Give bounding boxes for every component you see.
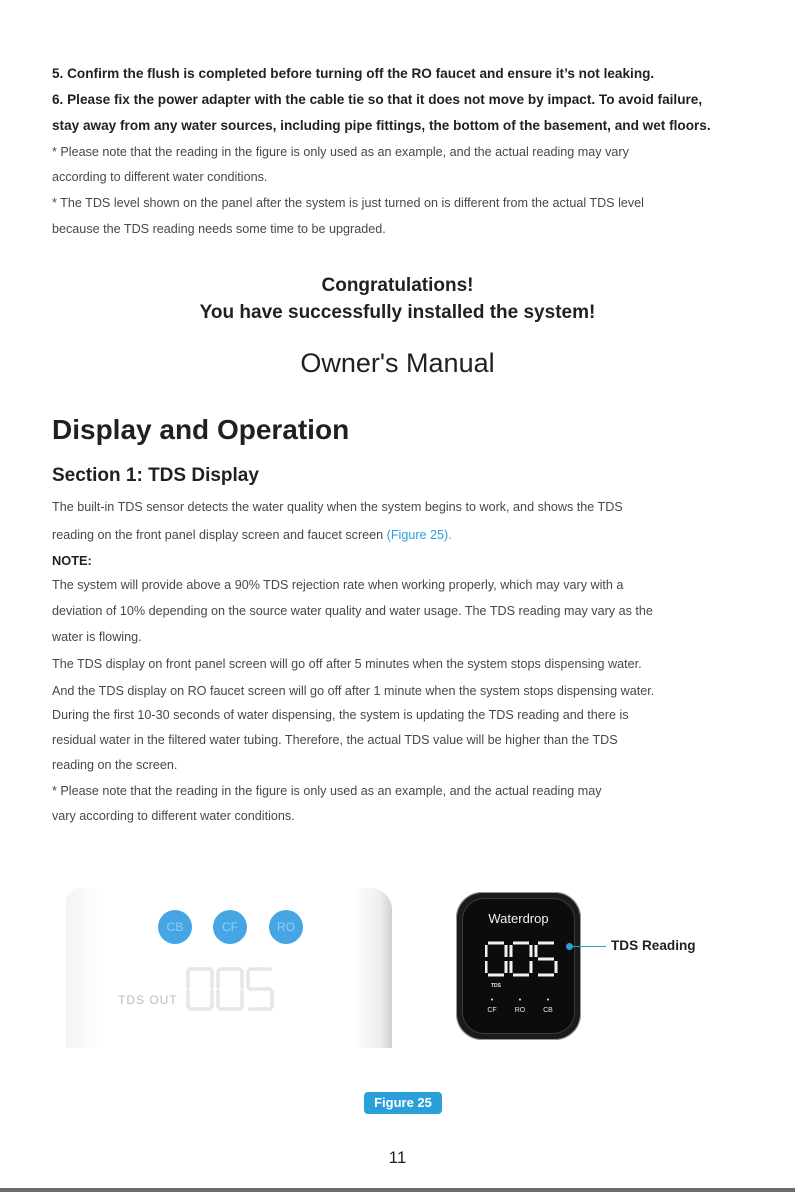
congrats-line2: You have successfully installed the system! [199, 302, 596, 323]
faucet-brand-logo: Waterdrop [488, 911, 549, 926]
figure-link[interactable]: (Figure 25). [386, 528, 452, 542]
note-label: NOTE: [52, 553, 92, 568]
panel-button-cb: CB [158, 910, 192, 944]
faucet-seven-segment-reading [485, 941, 559, 977]
indicator-dot: • [546, 997, 550, 1004]
section-line: The system will provide above a 90% TDS rejection rate when working properly, which may vary with a [52, 578, 624, 592]
faucet-tds-label: TDS [491, 983, 501, 989]
page-heading: Display and Operation [52, 414, 350, 445]
section-line: residual water in the filtered water tubing. Therefore, the actual TDS value will be higher than the TDS [52, 733, 618, 747]
section-para-line2-text: reading on the front panel display screen and faucet screen [52, 528, 387, 542]
note-1-line1: * Please note that the reading in the figure is only used as an example, and the actual reading may vary [52, 145, 629, 159]
section-title: Section 1: TDS Display [52, 465, 259, 486]
note-2-line1: * The TDS level shown on the panel after the system is just turned on is different from the actual TDS level [52, 196, 644, 210]
faucet-indicator-cb: CB [543, 1007, 553, 1014]
section-line: The TDS display on front panel screen will go off after 5 minutes when the system stops dispensing water. [52, 657, 642, 671]
panel-button-ro: RO [269, 910, 303, 944]
section-line: water is flowing. [52, 630, 142, 644]
panel-tds-out-label: TDS OUT [118, 993, 178, 1007]
section-line: reading on the screen. [52, 758, 178, 772]
faucet-screen [462, 898, 575, 1034]
note-2-line2: because the TDS reading needs some time to be upgraded. [52, 222, 386, 236]
step-6-line2: stay away from any water sources, including pipe fittings, the bottom of the basement, and wet floors. [52, 118, 711, 133]
section-para-line1: The built-in TDS sensor detects the water quality when the system begins to work, and shows the TDS [52, 500, 623, 514]
note-1-line2: according to different water conditions. [52, 170, 268, 184]
section-line: During the first 10-30 seconds of water dispensing, the system is updating the TDS reading and there is [52, 708, 629, 722]
indicator-dot: • [490, 997, 494, 1004]
section-line: vary according to different water conditions. [52, 809, 295, 823]
faucet-indicator-ro: RO [514, 1007, 526, 1014]
section-para-line2 [52, 528, 452, 542]
panel-seven-segment-reading [186, 966, 276, 1012]
tds-reading-callout: TDS Reading [611, 938, 696, 953]
panel-button-cf: CF [213, 910, 247, 944]
indicator-dot: • [518, 997, 522, 1004]
bottom-rule [0, 1188, 795, 1192]
section-line: deviation of 10% depending on the source water quality and water usage. The TDS reading may vary as the [52, 604, 653, 618]
front-panel-image [66, 888, 392, 1048]
step-5: 5. Confirm the flush is completed before turning off the RO faucet and ensure it’s not leaking. [52, 66, 655, 81]
step-6-line1: 6. Please fix the power adapter with the cable tie so that it does not move by impact. To avoid failure, [52, 92, 703, 107]
section-line: * Please note that the reading in the figure is only used as an example, and the actual reading may [52, 784, 602, 798]
page-number: 11 [388, 1148, 407, 1167]
figure-caption-badge: Figure 25 [364, 1092, 442, 1114]
manual-title: Owner's Manual [300, 348, 495, 378]
callout-line [569, 946, 606, 947]
congrats-line1: Congratulations! [321, 275, 474, 296]
panel-edge [382, 888, 392, 1048]
faucet-display-image [456, 892, 581, 1040]
section-line: And the TDS display on RO faucet screen will go off after 1 minute when the system stops dispensing water. [52, 684, 655, 698]
faucet-indicator-cf: CF [487, 1007, 497, 1014]
